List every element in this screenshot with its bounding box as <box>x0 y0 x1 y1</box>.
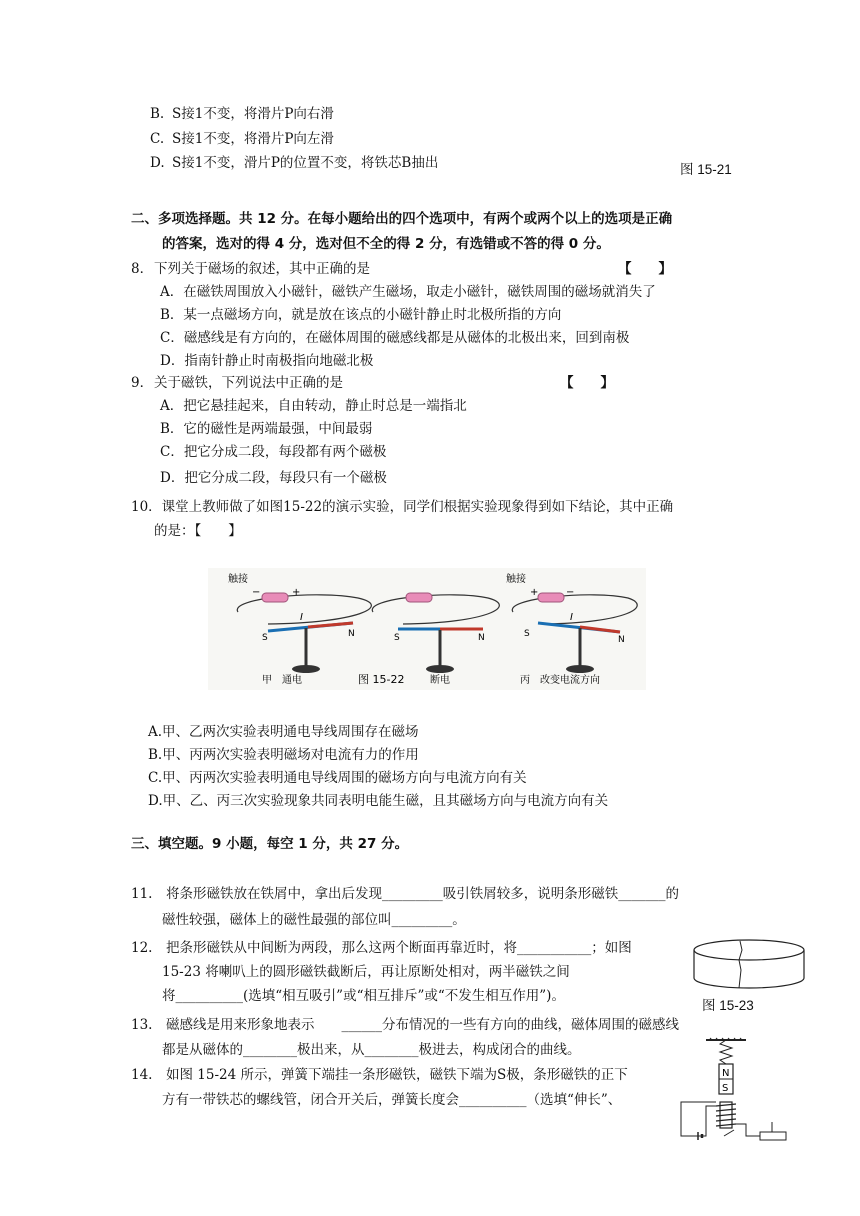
current-label-3: I <box>570 612 573 623</box>
q8-option-c: C．磁感线是有方向的，在磁体周围的磁感线都是从磁体的北极出来，回到南极 <box>160 330 630 346</box>
caption-bing: 丙 改变电流方向 <box>520 675 600 686</box>
spring-icon <box>720 1040 732 1064</box>
figure-15-23-disc-magnet <box>690 936 808 994</box>
pole-s-2: S <box>394 633 400 643</box>
q14-line2: 方有一带铁芯的螺线管，闭合开关后，弹簧长度会__________（选填“伸长”、 <box>162 1092 622 1108</box>
caption-yi: 断电 <box>430 675 450 686</box>
pole-n-3: N <box>618 635 625 645</box>
q7-option-b-text: S接1不变，将滑片P向右滑 <box>172 106 334 122</box>
q10-option-a: A.甲、乙两次实验表明通电导线周围存在磁场 <box>148 724 419 740</box>
q8-option-a: A．在磁铁周围放入小磁针，磁铁产生磁场，取走小磁针，磁铁周围的磁场就消失了 <box>160 284 656 300</box>
wire-left <box>681 1102 716 1136</box>
q9-option-d: D．把它分成二段，每段只有一个磁极 <box>160 470 387 486</box>
q8-number: 8． <box>131 261 154 277</box>
q12-line2: 15-23 将喇叭上的圆形磁铁截断后，再让原断处相对，两半磁铁之间 <box>162 964 570 980</box>
q11-line2: 磁性较强，磁体上的磁性最强的部位叫_________。 <box>162 912 466 928</box>
disc-cut-line <box>739 941 742 988</box>
touch-label-3: 触接 <box>506 574 526 585</box>
q8-option-b: B．某一点磁场方向，就是放在该点的小磁针静止时北极所指的方向 <box>160 307 562 323</box>
q10-stem-line1: 10．课堂上教师做了如图15-22的演示实验，同学们根据实验现象得到如下结论，其中正确 <box>131 499 674 515</box>
battery-1 <box>262 593 288 602</box>
minus-sign-3: − <box>566 587 575 598</box>
q11-line1: 11. 将条形磁铁放在铁屑中，拿出后发现_________吸引铁屑较多，说明条形磁铁_______的 <box>131 886 679 902</box>
q9-stem: 关于磁铁，下列说法中正确的是 <box>154 375 343 391</box>
q7-option-c: C. <box>150 131 165 147</box>
stand-base-1 <box>292 665 320 673</box>
section3-heading: 三、填空题。9 小题，每空 1 分，共 27 分。 <box>131 836 409 852</box>
q9-option-a: A．把它悬挂起来，自由转动，静止时总是一端指北 <box>160 398 467 414</box>
figure-15-21-label: 图 15-21 <box>680 162 732 177</box>
disc-bottom <box>694 978 804 988</box>
pole-n-1: N <box>348 629 355 639</box>
pole-s-3: S <box>524 629 530 639</box>
q8-option-d: D．指南针静止时南极指向地磁北极 <box>160 353 374 369</box>
section2-heading-line1: 二、多项选择题。共 12 分。在每小题给出的四个选项中，有两个或两个以上的选项是正确 <box>131 211 673 227</box>
q14-line1: 14. 如图 15-24 所示，弹簧下端挂一条形磁铁，磁铁下端为S极，条形磁铁的正下 <box>131 1067 628 1083</box>
switch-lever <box>724 1130 734 1136</box>
q10-option-c: C.甲、丙两次实验表明通电导线周围的磁场方向与电流方向有关 <box>148 770 527 786</box>
q7-option-b: B. <box>150 106 165 122</box>
q9-option-c: C．把它分成二段，每段都有两个磁极 <box>160 444 387 460</box>
plus-sign-3: + <box>530 587 539 598</box>
q13-line1: 13. 磁感线是用来形象地表示 ______分布情况的一些有方向的曲线，磁体周围的磁感线 <box>131 1017 679 1033</box>
disc-top <box>694 940 804 960</box>
q9-answer-bracket: 【 】 <box>560 375 614 391</box>
q9-number: 9． <box>131 375 154 391</box>
figure-15-22 <box>208 568 646 690</box>
section2-heading-line2: 的答案，选对的得 4 分，选对但不全的得 2 分，有选错或不答的得 0 分。 <box>162 236 610 252</box>
q8-answer-bracket: 【 】 <box>618 261 672 277</box>
figure-15-22-label: 图 15-22 <box>358 673 405 686</box>
q10-stem-line2: 的是：【 】 <box>154 523 242 539</box>
q7-option-d: D. <box>150 155 165 171</box>
current-label-1: I <box>300 612 303 623</box>
figure-15-23-label: 图 15-23 <box>702 998 754 1013</box>
q9-option-b: B．它的磁性是两端最强，中间最弱 <box>160 421 373 437</box>
q10-option-d: D.甲、乙、丙三次实验现象共同表明电能生磁，且其磁场方向与电流方向有关 <box>148 793 609 809</box>
q8-stem: 下列关于磁场的叙述，其中正确的是 <box>154 261 370 277</box>
q13-line2: 都是从磁体的________极出来，从________极进去，构成闭合的曲线。 <box>162 1042 581 1058</box>
q10-option-b: B.甲、丙两次实验表明磁场对电流有力的作用 <box>148 747 419 763</box>
stand-base-2 <box>426 665 454 673</box>
battery-3 <box>538 593 564 602</box>
caption-jia: 甲 通电 <box>262 675 302 686</box>
plus-sign-1: + <box>292 587 301 598</box>
touch-label-1: 触接 <box>228 574 248 585</box>
magnet-pole-n: N <box>722 1068 730 1079</box>
q12-line1: 12. 把条形磁铁从中间断为两段，那么这两个断面再靠近时，将___________；如图 <box>131 940 632 956</box>
battery-2 <box>406 593 432 602</box>
pole-n-2: N <box>478 633 485 643</box>
q7-option-c-text: S接1不变，将滑片P向左滑 <box>172 131 334 147</box>
rheostat <box>760 1132 786 1140</box>
figure-15-24-circuit <box>676 1036 794 1144</box>
q7-option-d-text: S接1不变，滑片P的位置不变，将铁芯B抽出 <box>172 155 439 171</box>
magnet-pole-s: S <box>722 1083 729 1094</box>
q12-line3: 将__________(选填“相互吸引”或“相互排斥”或“不发生相互作用”)。 <box>162 988 565 1004</box>
minus-sign-1: − <box>252 587 261 598</box>
stand-base-3 <box>566 665 594 673</box>
pole-s-1: S <box>262 633 268 643</box>
